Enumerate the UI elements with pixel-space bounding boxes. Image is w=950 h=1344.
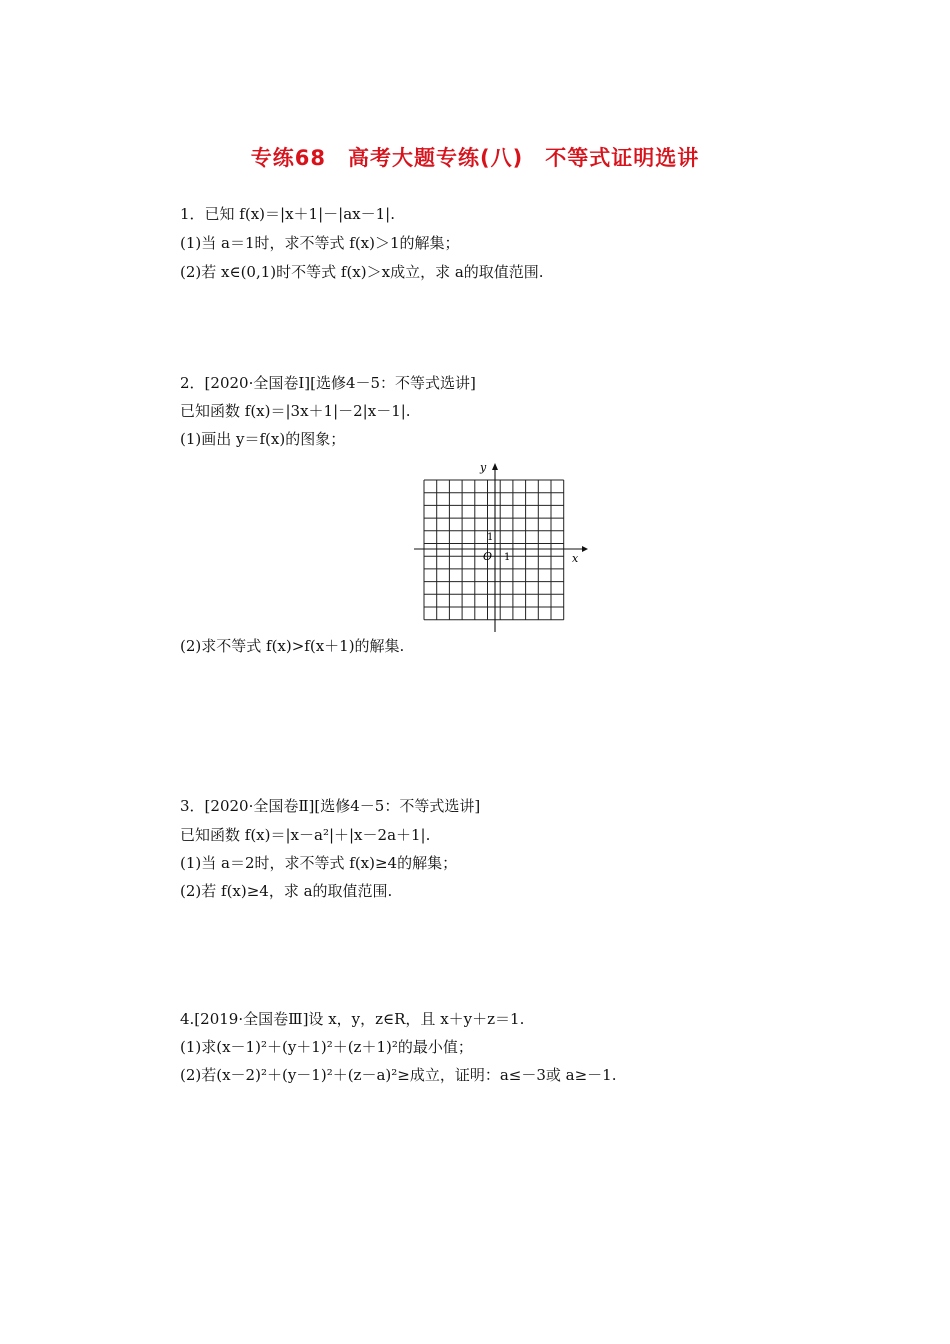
q1-part2: (2)若 x∈(0,1)时不等式 f(x)＞x成立，求 a的取值范围.	[180, 263, 544, 281]
q2-source: 2．[2020·全国卷Ⅰ][选修4－5：不等式选讲]	[180, 374, 476, 392]
q2-part1: (1)画出 y＝f(x)的图象；	[180, 430, 346, 448]
q3-part2: (2)若 f(x)≥4，求 a的取值范围.	[180, 882, 393, 900]
page-title: 专练68 高考大题专练(八) 不等式证明选讲	[250, 146, 700, 170]
x-tick-label: 1	[504, 552, 511, 563]
x-axis-label: x	[572, 552, 579, 565]
x-axis-arrow	[582, 546, 588, 552]
q1-part1: (1)当 a＝1时，求不等式 f(x)＞1的解集；	[180, 234, 460, 252]
q3-part1: (1)当 a＝2时，求不等式 f(x)≥4的解集；	[180, 854, 458, 872]
q4-part2: (2)若(x－2)²＋(y－1)²＋(z－a)²≥成立，证明：a≤－3或 a≥－1.	[180, 1066, 617, 1084]
q2-stem: 已知函数 f(x)＝|3x＋1|－2|x－1|.	[180, 402, 411, 420]
grid-svg	[412, 460, 588, 636]
origin-label: O	[483, 550, 493, 563]
q4-stem: 4.[2019·全国卷Ⅲ]设 x，y，z∈R，且 x＋y＋z＝1.	[180, 1010, 525, 1028]
y-axis-label: y	[480, 461, 487, 474]
q3-stem: 已知函数 f(x)＝|x－a²|＋|x－2a＋1|.	[180, 826, 431, 844]
q4-part1: (1)求(x－1)²＋(y＋1)²＋(z＋1)²的最小值；	[180, 1038, 473, 1056]
q2-part2: (2)求不等式 f(x)>f(x＋1)的解集.	[180, 637, 405, 655]
coordinate-grid	[412, 460, 588, 636]
y-axis-arrow	[492, 463, 498, 470]
q3-source: 3．[2020·全国卷Ⅱ][选修4－5：不等式选讲]	[180, 797, 481, 815]
y-tick-label: 1	[487, 532, 494, 543]
q1-stem: 1．已知 f(x)＝|x＋1|－|ax－1|.	[180, 205, 395, 223]
